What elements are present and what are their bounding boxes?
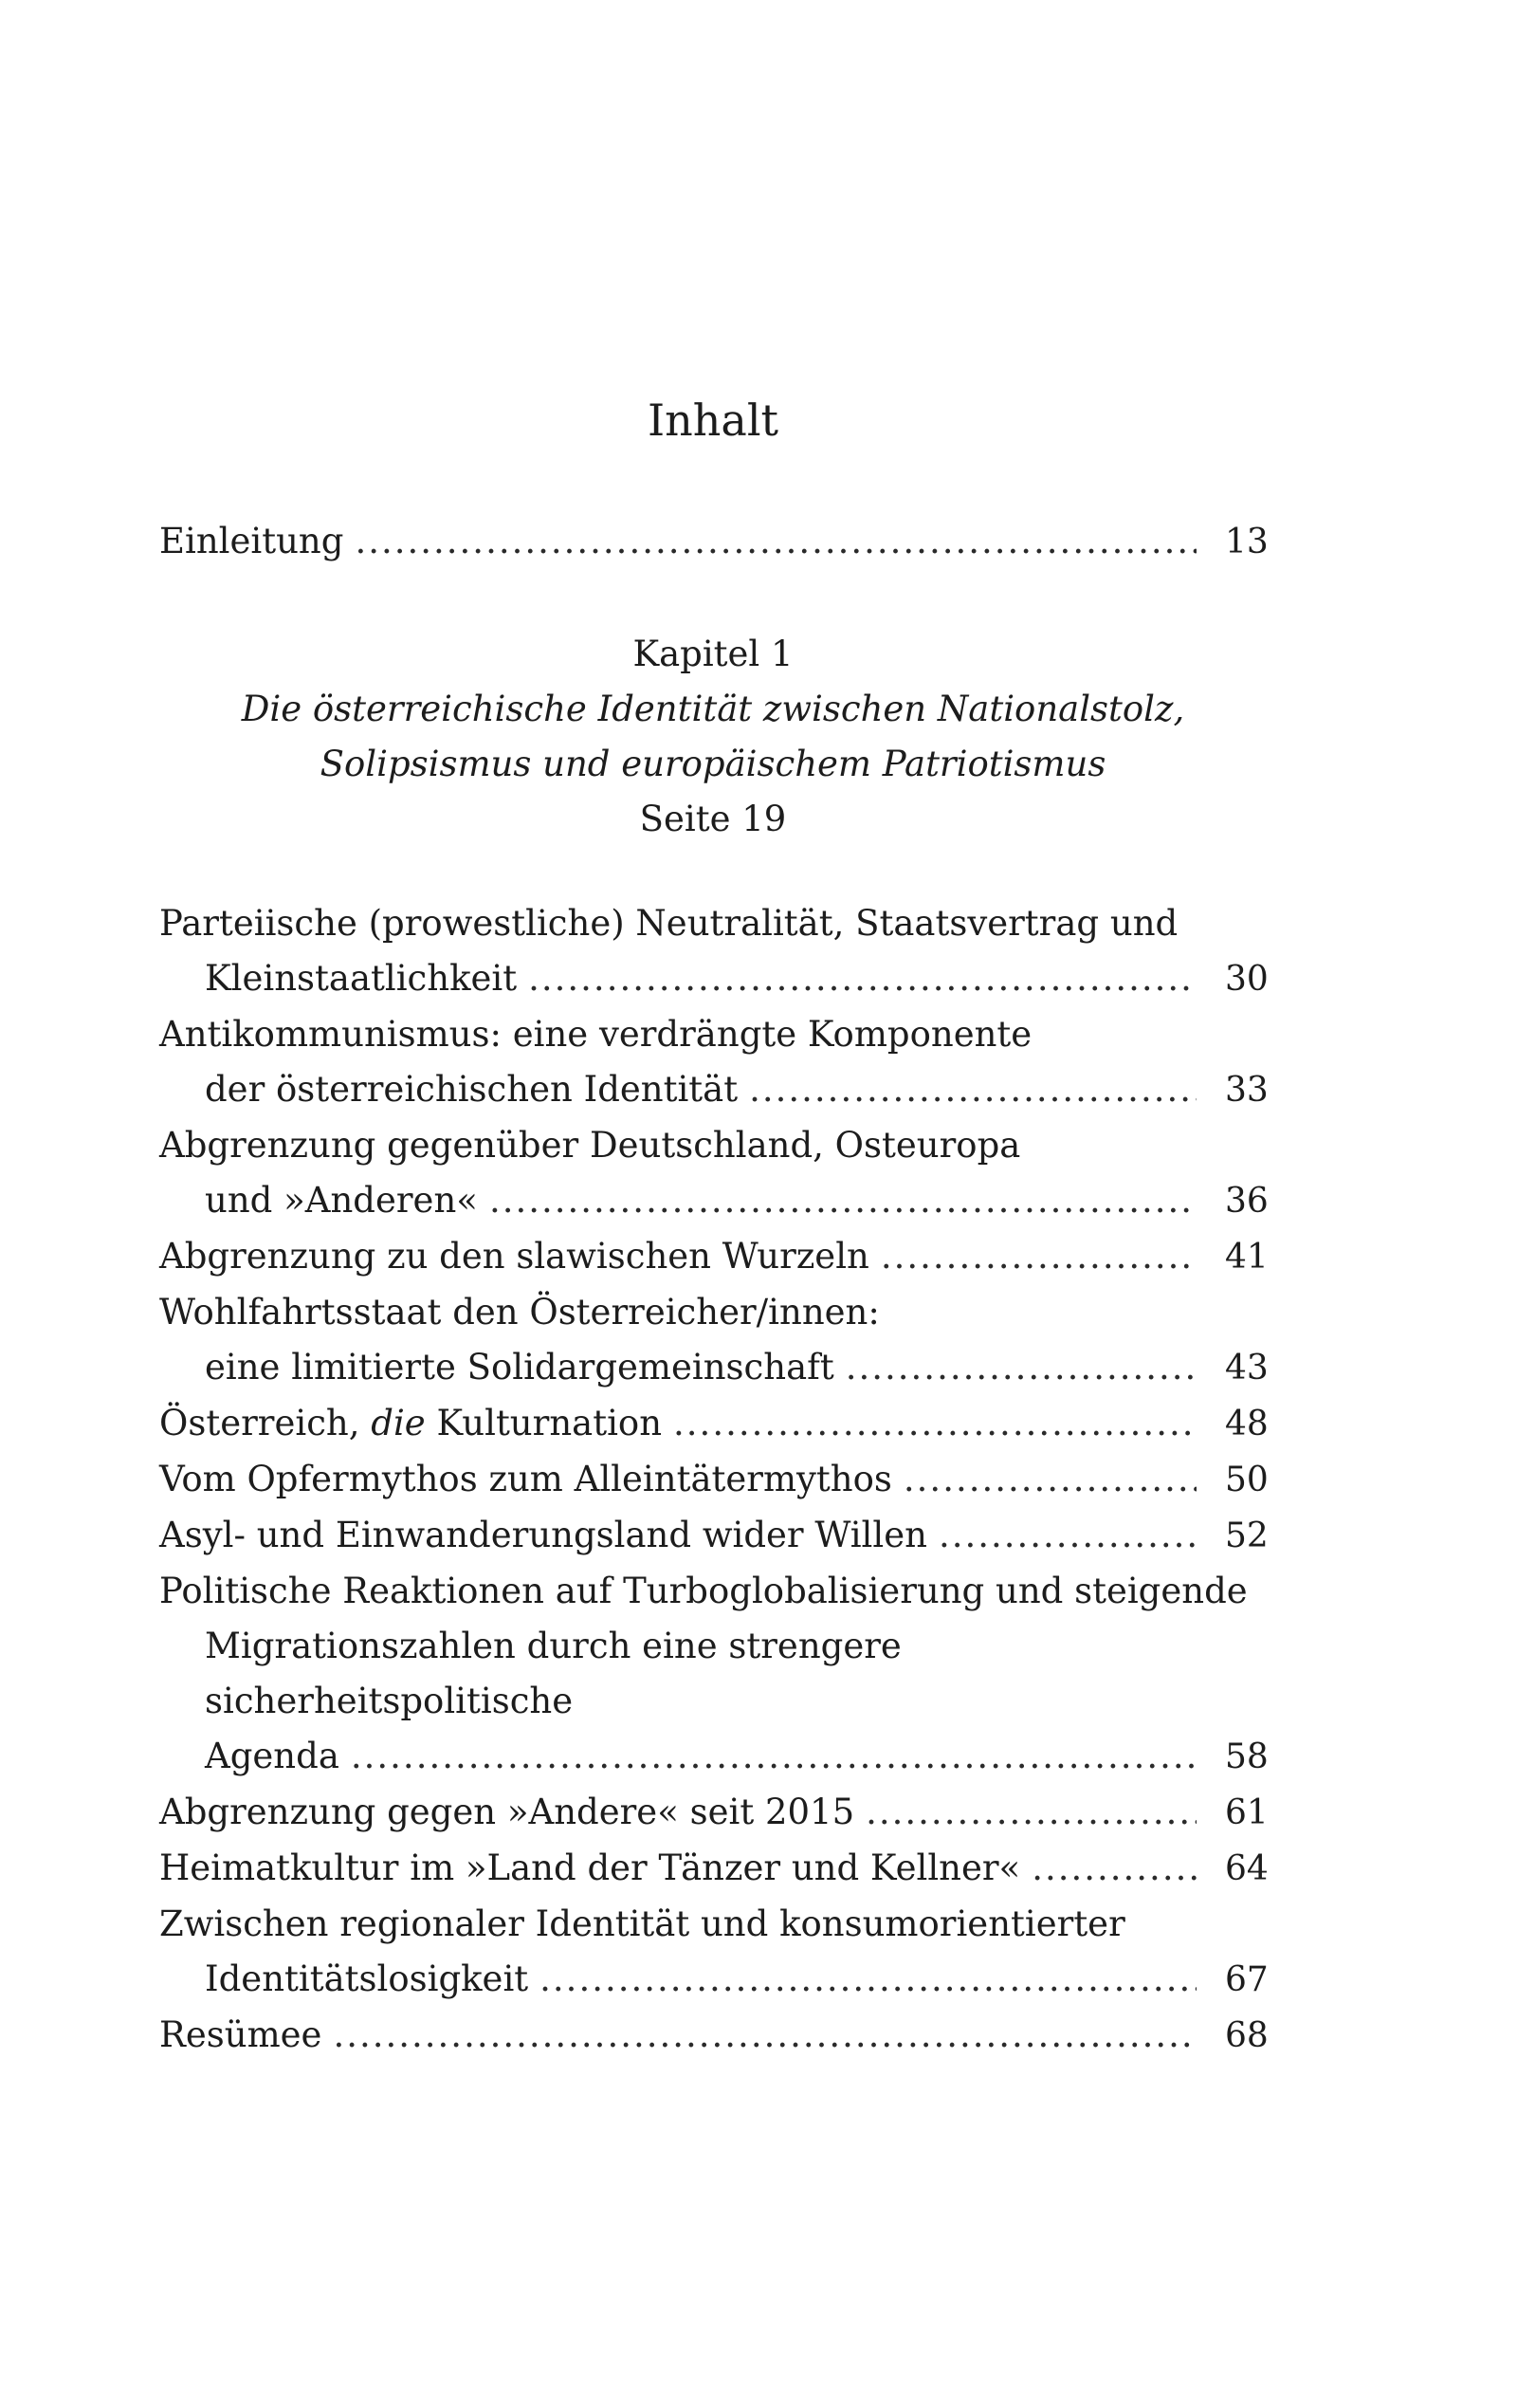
leader-dots bbox=[749, 1062, 1197, 1117]
toc-entry-line bbox=[159, 1396, 662, 1451]
toc-entry-text-emphasis: die bbox=[371, 1403, 426, 1443]
toc-entry-line: Parteiische (prowestliche) Neutralität, Staatsvertrag und bbox=[159, 903, 1179, 944]
toc-page-number: 48 bbox=[1225, 1405, 1269, 1443]
toc-entry[interactable] bbox=[159, 1897, 1267, 2008]
leader-dots bbox=[539, 1952, 1197, 2007]
leader-dots bbox=[355, 514, 1197, 569]
toc-page-number: 52 bbox=[1225, 1516, 1269, 1555]
leader-dots bbox=[333, 2008, 1197, 2063]
toc-entry[interactable] bbox=[159, 1785, 1267, 1841]
toc-page-number: 50 bbox=[1225, 1461, 1269, 1499]
leader-dots bbox=[881, 1229, 1197, 1284]
toc-entry[interactable] bbox=[159, 1007, 1267, 1118]
toc-entry-line: und »Anderen« bbox=[205, 1180, 478, 1221]
chapter-subtitle-line-1: Die österreichische Identität zwischen Nationalstolz, bbox=[241, 689, 1185, 729]
toc-entry-line: Politische Reaktionen auf Turboglobalisierung und steigende bbox=[159, 1571, 1248, 1611]
leader-dots bbox=[1032, 1841, 1197, 1896]
toc-entry[interactable] bbox=[159, 1452, 1267, 1508]
toc-entry[interactable] bbox=[159, 2008, 1267, 2064]
chapter-heading bbox=[159, 627, 1267, 847]
toc-entry-text-pre: Österreich, bbox=[159, 1403, 372, 1443]
leader-dots bbox=[528, 951, 1197, 1006]
leader-dots bbox=[846, 1340, 1197, 1395]
toc-entry-line: Kleinstaatlichkeit bbox=[205, 958, 518, 999]
toc-entry-line: Wohlfahrtsstaat den Österreicher/innen: bbox=[159, 1292, 880, 1333]
leader-dots bbox=[939, 1508, 1197, 1563]
toc-entry[interactable] bbox=[159, 1118, 1267, 1229]
toc-page-number: 30 bbox=[1225, 960, 1269, 999]
toc-entry-line: Antikommunismus: eine verdrängte Komponente bbox=[159, 1014, 1033, 1055]
toc-page-number: 33 bbox=[1225, 1071, 1269, 1110]
toc-entry-einleitung[interactable] bbox=[159, 514, 1267, 570]
toc-entry[interactable] bbox=[159, 1396, 1267, 1452]
leader-dots bbox=[673, 1396, 1197, 1451]
page-title: Inhalt bbox=[647, 395, 779, 446]
toc-entry-line: Vom Opfermythos zum Alleintätermythos bbox=[159, 1459, 892, 1499]
leader-dots bbox=[866, 1785, 1197, 1840]
toc-entry-line: Migrationszahlen durch eine strengere sicherheitspolitische bbox=[205, 1626, 902, 1721]
toc-entry-line: Abgrenzung gegenüber Deutschland, Osteuropa bbox=[159, 1125, 1021, 1166]
toc-intro-list bbox=[159, 514, 1267, 570]
toc-entry-title: Einleitung bbox=[159, 521, 344, 561]
toc-page-number: 13 bbox=[1225, 523, 1269, 561]
toc-entry-line: Resümee bbox=[159, 2014, 322, 2055]
toc-entry[interactable] bbox=[159, 1229, 1267, 1285]
chapter-start-page: Seite 19 bbox=[639, 799, 787, 839]
toc-entry[interactable] bbox=[159, 896, 1267, 1007]
leader-dots bbox=[904, 1452, 1197, 1507]
toc-page-number: 64 bbox=[1225, 1849, 1269, 1888]
table-of-contents bbox=[159, 379, 1267, 2064]
toc-page-number: 68 bbox=[1225, 2016, 1269, 2055]
toc-entry[interactable] bbox=[159, 1841, 1267, 1897]
toc-entry-line: Asyl- und Einwanderungsland wider Willen bbox=[159, 1515, 927, 1555]
toc-entry-line: Heimatkultur im »Land der Tänzer und Kellner« bbox=[159, 1847, 1021, 1888]
toc-entry-line: der österreichischen Identität bbox=[205, 1069, 739, 1110]
toc-page-number: 36 bbox=[1225, 1182, 1269, 1221]
toc-entry-line: Identitätslosigkeit bbox=[205, 1958, 529, 1999]
toc-entry-line: Zwischen regionaler Identität und konsumorientierter bbox=[159, 1903, 1125, 1944]
chapter-subtitle-line-2: Solipsismus und europäischem Patriotismus bbox=[320, 744, 1106, 784]
toc-page-number: 61 bbox=[1225, 1793, 1269, 1832]
leader-dots bbox=[351, 1729, 1197, 1784]
toc-page-number: 43 bbox=[1225, 1349, 1269, 1388]
toc-entry-line: Abgrenzung zu den slawischen Wurzeln bbox=[159, 1236, 869, 1277]
toc-entry-line: Agenda bbox=[205, 1736, 339, 1776]
toc-entry[interactable] bbox=[159, 1564, 1267, 1785]
toc-entry[interactable] bbox=[159, 1285, 1267, 1396]
chapter-label: Kapitel 1 bbox=[632, 634, 794, 674]
toc-page-number: 58 bbox=[1225, 1737, 1269, 1776]
toc-page-number: 67 bbox=[1225, 1960, 1269, 1999]
toc-entry-text-post: Kulturnation bbox=[425, 1403, 663, 1443]
toc-page-number: 41 bbox=[1225, 1238, 1269, 1277]
toc-entry-line: eine limitierte Solidargemeinschaft bbox=[205, 1347, 834, 1388]
leader-dots bbox=[489, 1173, 1197, 1228]
toc-entry-line: Abgrenzung gegen »Andere« seit 2015 bbox=[159, 1792, 855, 1832]
toc-chapter-1-list bbox=[159, 896, 1267, 2064]
toc-entry[interactable] bbox=[159, 1508, 1267, 1564]
